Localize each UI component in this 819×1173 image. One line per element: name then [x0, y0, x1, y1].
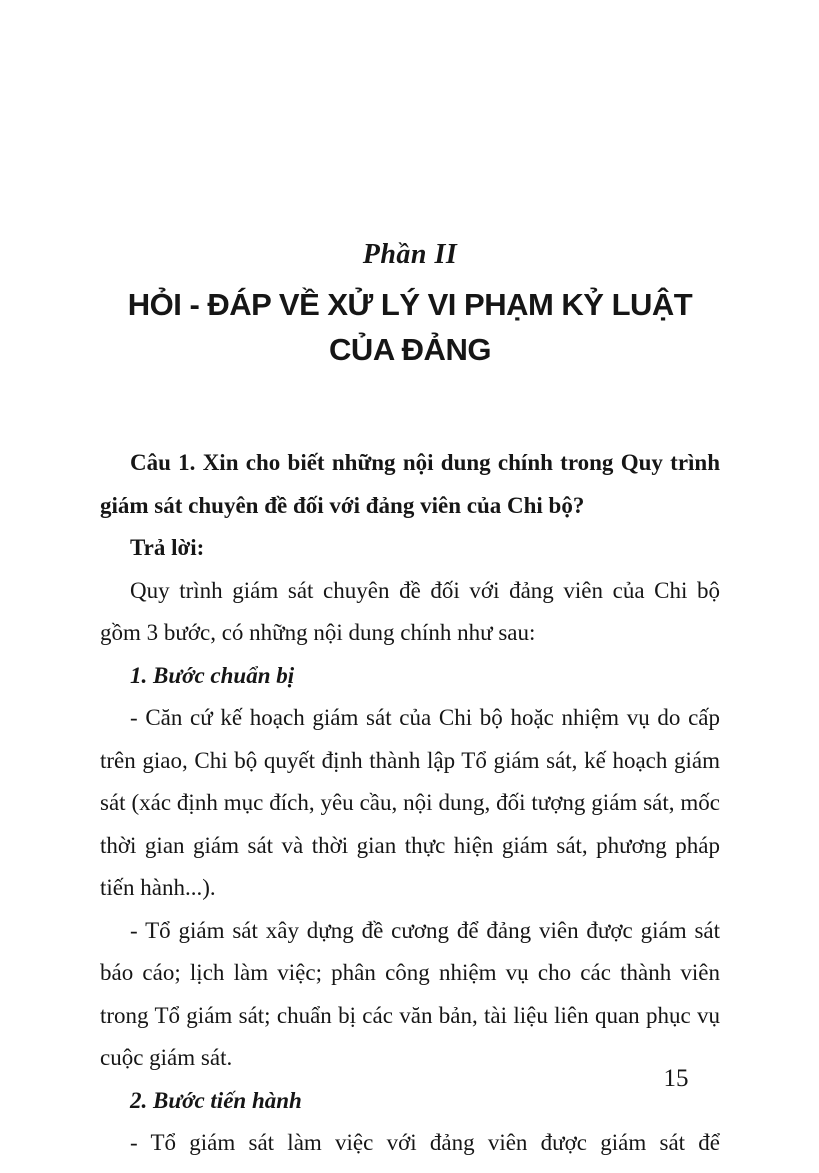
text-column: [100, 0, 720, 1165]
step-2-paragraph-1: - Tổ giám sát làm việc với đảng viên được giám sát để: [130, 1130, 720, 1155]
page-number: 15: [663, 1065, 689, 1092]
chapter-title-line1: HỎI - ĐÁP VỀ XỬ LÝ VI PHẠM KỶ LUẬT: [127, 287, 693, 322]
step-2-heading: 2. Bước tiến hành: [130, 1087, 302, 1113]
chapter-title-line2: CỦA ĐẢNG: [329, 332, 491, 367]
step-1-heading: 1. Bước chuẩn bị: [130, 662, 295, 688]
step-1-paragraph-2: - Tổ giám sát xây dựng đề cương để đảng viên được giám sát báo cáo; lịch làm việc; phân công nhiệm vụ cho các thành viên trong Tổ giám sát; chuẩn bị các văn bản, tài liệu liên quan phục vụ cuộc giám sát.: [100, 917, 720, 1070]
question-paragraph: Câu 1. Xin cho biết những nội dung chính trong Quy trình giám sát chuyên đề đối với đảng viên của Chi bộ?: [100, 450, 720, 518]
answer-label: Trả lời:: [130, 535, 205, 560]
chapter-title: [100, 282, 720, 372]
step-1-paragraph-1: - Căn cứ kế hoạch giám sát của Chi bộ hoặc nhiệm vụ do cấp trên giao, Chi bộ quyết định thành lập Tổ giám sát, kế hoạch giám sát (xác định mục đích, yêu cầu, nội dung, đối tượng giám sát, mốc thời gian giám sát và thời gian thực hiện giám sát, phương pháp tiến hành...).: [100, 705, 720, 900]
body-text: [100, 442, 720, 1165]
answer-intro-paragraph: Quy trình giám sát chuyên đề đối với đảng viên của Chi bộ gồm 3 bước, có những nội dung chính như sau:: [100, 577, 720, 645]
part-label: Phần II: [362, 239, 458, 270]
